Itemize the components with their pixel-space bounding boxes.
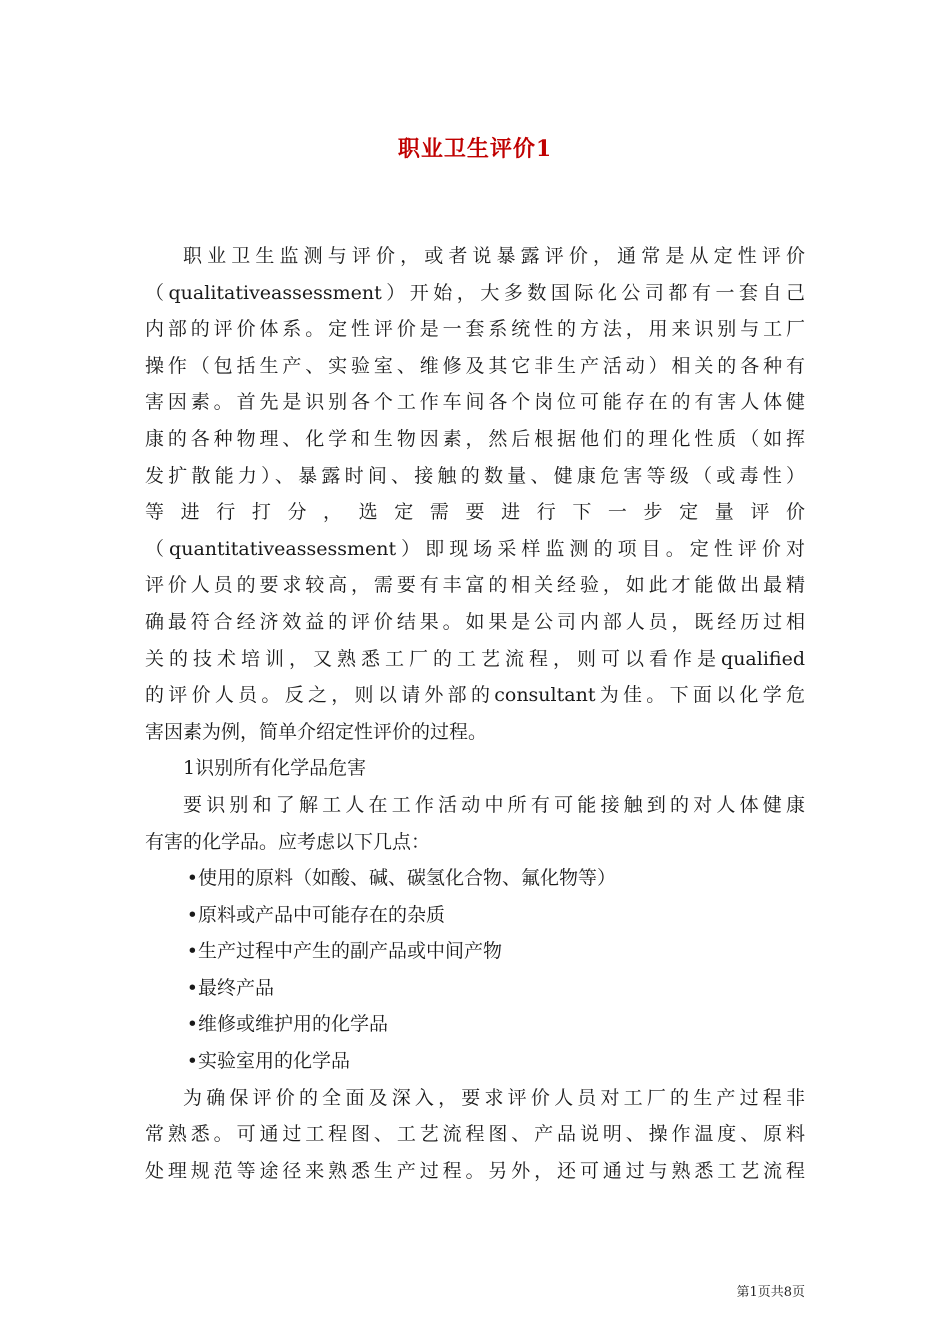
section-heading: 1识别所有化学品危害 (183, 757, 367, 780)
paragraph-line: 评价人员的要求较高，需要有丰富的相关经验，如此才能做出最精 (145, 574, 805, 597)
paragraph-line: 处理规范等途径来熟悉生产过程。另外，还可通过与熟悉工艺流程 (145, 1159, 805, 1182)
paragraph-line: 等进行打分，选定需要进行下一步定量评价 (145, 501, 805, 524)
document-body (145, 238, 805, 1189)
bullet-item: •最终产品 (186, 976, 275, 999)
paragraph-line: 关的技术培训，又熟悉工厂的工艺流程，则可以看作是qualified (145, 647, 805, 670)
bullet-item: •实验室用的化学品 (186, 1050, 351, 1073)
page-number-footer: 第1页共8页 (736, 1285, 805, 1300)
paragraph-line: 害因素。首先是识别各个工作车间各个岗位可能存在的有害人体健 (145, 391, 805, 414)
bullet-item: •原料或产品中可能存在的杂质 (186, 903, 446, 926)
paragraph-line: （qualitativeassessment）开始，大多数国际化公司都有一套自己 (145, 281, 805, 304)
document-title: 职业卫生评价1 (397, 136, 553, 162)
bullet-item: •生产过程中产生的副产品或中间产物 (186, 940, 503, 963)
paragraph-line: 内部的评价体系。定性评价是一套系统性的方法，用来识别与工厂 (145, 318, 805, 341)
paragraph-line: 有害的化学品。应考虑以下几点： (145, 830, 431, 853)
paragraph-line: 要识别和了解工人在工作活动中所有可能接触到的对人体健康 (183, 793, 805, 816)
paragraph-line: 的评价人员。反之，则以请外部的consultant为佳。下面以化学危 (145, 684, 805, 707)
bullet-item: •维修或维护用的化学品 (186, 1013, 389, 1036)
paragraph-line: 确最符合经济效益的评价结果。如果是公司内部人员，既经历过相 (145, 610, 805, 633)
paragraph-line: （quantitativeassessment）即现场采样监测的项目。定性评价对 (145, 537, 805, 560)
paragraph-line: 常熟悉。可通过工程图、工艺流程图、产品说明、操作温度、原料 (145, 1123, 805, 1146)
bullet-item: •使用的原料（如酸、碱、碳氢化合物、氟化物等） (186, 867, 617, 890)
paragraph-line: 操作（包括生产、实验室、维修及其它非生产活动）相关的各种有 (145, 354, 805, 377)
paragraph-line: 害因素为例，简单介绍定性评价的过程。 (145, 720, 488, 743)
paragraph-line: 为确保评价的全面及深入，要求评价人员对工厂的生产过程非 (183, 1086, 805, 1109)
paragraph-line: 职业卫生监测与评价，或者说暴露评价，通常是从定性评价 (183, 245, 805, 267)
paragraph-line: 发扩散能力）、暴露时间、接触的数量、健康危害等级（或毒性） (145, 464, 805, 487)
paragraph-line: 康的各种物理、化学和生物因素，然后根据他们的理化性质（如挥 (145, 427, 805, 450)
